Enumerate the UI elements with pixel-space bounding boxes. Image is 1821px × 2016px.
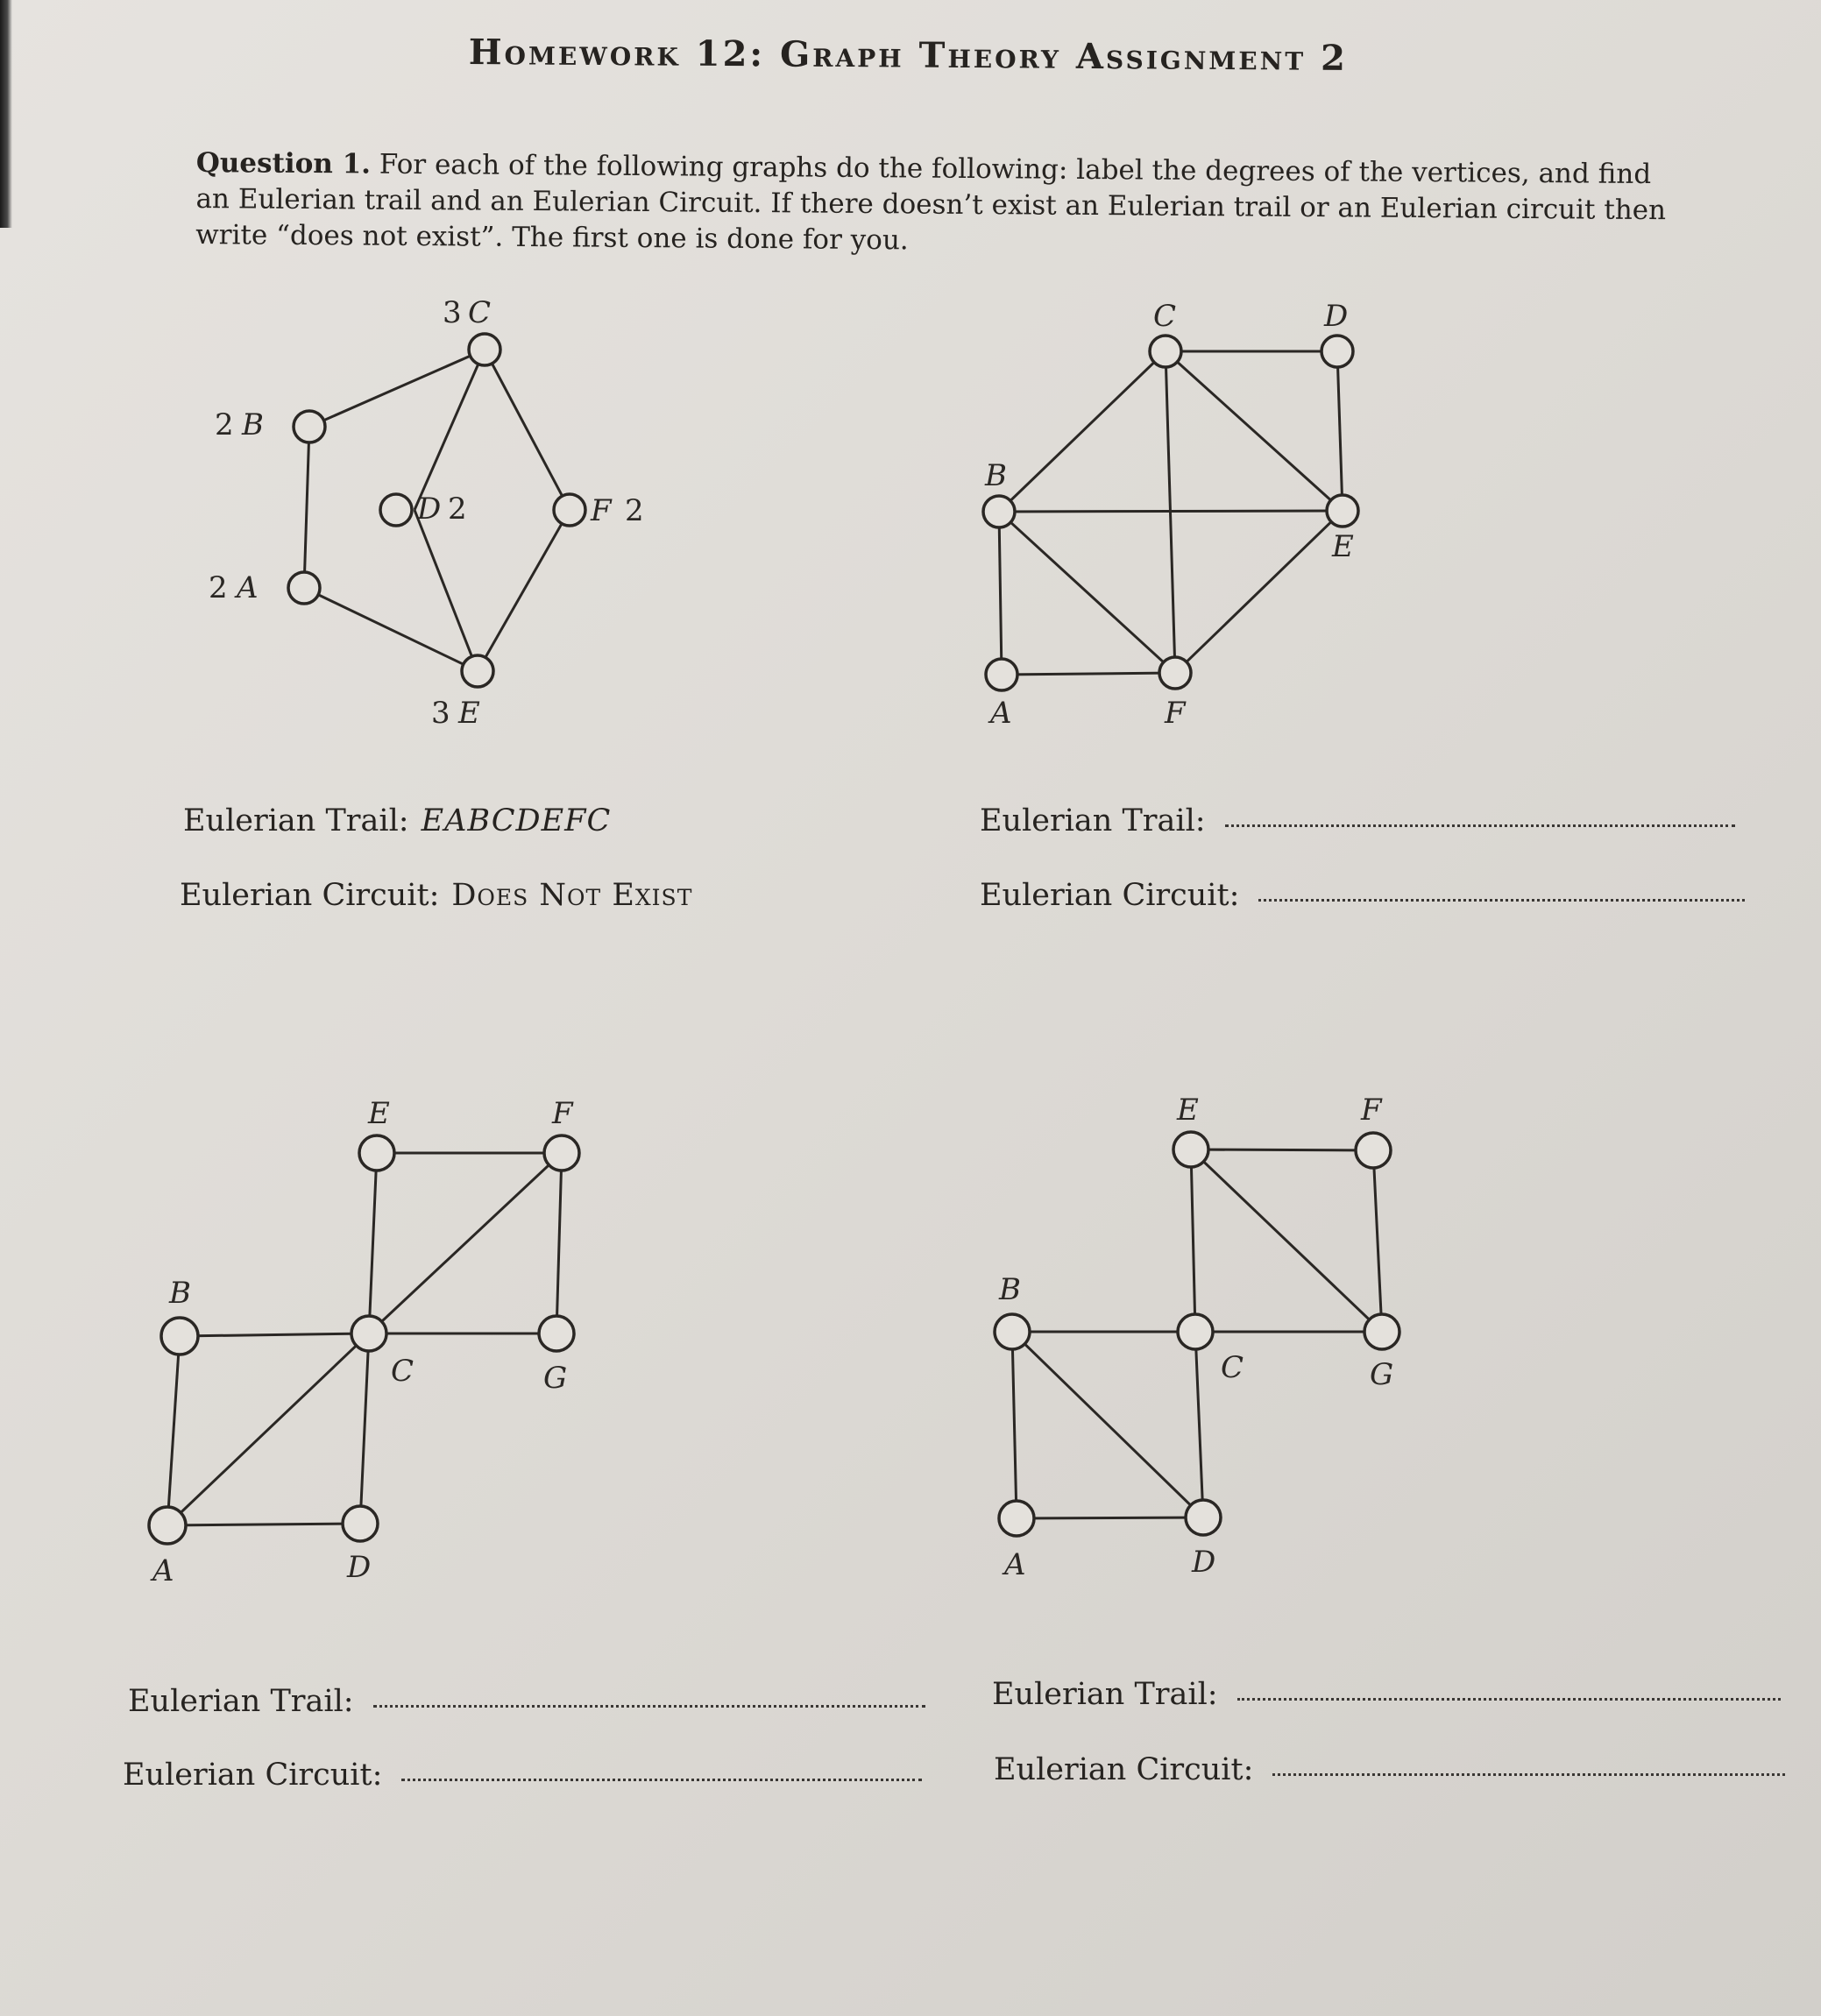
question-label: Question 1. [195, 146, 372, 180]
vertex-e [1173, 1132, 1208, 1167]
edge-a-d [167, 1524, 360, 1525]
label-d: D [347, 1550, 372, 1585]
graph-3 [0, 1051, 789, 1665]
edge-f-g [556, 1153, 562, 1333]
vertex-c [1150, 336, 1181, 367]
edge-f-c [369, 1153, 562, 1333]
question-text: For each of the following graphs do the following: label the degrees of the vertices, and find an Eulerian trail and an Eulerian Circuit. If there doesn’t exist an Eulerian trail or an Eulerian circuit then write “does not exist”. The first one is done for you. [195, 148, 1667, 257]
graph2-circuit [980, 878, 1745, 913]
label-b: B [169, 1276, 191, 1311]
vertex-b [995, 1314, 1030, 1349]
trail-blank[interactable] [373, 1705, 925, 1708]
vertex-b [161, 1318, 198, 1355]
trail-label: Eulerian Trail: [128, 1684, 354, 1719]
label-c: C [1221, 1350, 1244, 1385]
vertex-a [149, 1507, 186, 1544]
label-b: B [242, 407, 264, 442]
label-f: F [552, 1096, 573, 1131]
vertex-e [359, 1135, 394, 1171]
vertex-a [999, 1501, 1034, 1536]
edge-e-g [1191, 1149, 1382, 1332]
graph4-trail [992, 1677, 1781, 1712]
edge-e-f [1175, 511, 1343, 673]
label-f: F [591, 493, 612, 528]
graph1-trail [183, 803, 611, 838]
label-f: F [1165, 696, 1186, 731]
vertex-c [351, 1316, 386, 1351]
edge-c-d [1195, 1332, 1203, 1517]
circuit-label: Eulerian Circuit: [180, 878, 440, 913]
page-title: Homework 12: Graph Theory Assignment 2 [468, 32, 1349, 80]
vertex-d [343, 1506, 378, 1541]
graph1-circuit [180, 878, 692, 913]
degree-a: 2 [209, 570, 228, 605]
vertex-e [1327, 495, 1358, 527]
trail-label: Eulerian Trail: [992, 1677, 1218, 1712]
edge-f-g [1373, 1150, 1382, 1332]
vertex-f [1159, 657, 1191, 689]
label-b: B [985, 458, 1007, 493]
vertex-d [1321, 336, 1353, 367]
edge-b-e [999, 511, 1343, 512]
degree-b: 2 [215, 407, 234, 442]
vertex-g [539, 1316, 574, 1351]
label-a: A [152, 1553, 174, 1588]
label-a: A [990, 696, 1012, 731]
edge-b-a [167, 1336, 180, 1525]
vertex-g [1364, 1314, 1399, 1349]
edge-b-a [1012, 1332, 1017, 1518]
circuit-label: Eulerian Circuit: [994, 1752, 1254, 1787]
vertex-c [1178, 1314, 1213, 1349]
edge-b-a [999, 512, 1002, 675]
edge-b-f [999, 512, 1175, 673]
label-g: G [1370, 1357, 1394, 1392]
edge-a-f [1002, 673, 1175, 675]
edge-e-c [369, 1153, 377, 1333]
label-e: E [368, 1096, 390, 1131]
circuit-blank[interactable] [1272, 1773, 1785, 1776]
edge-e-c [1191, 1149, 1195, 1332]
label-c: C [391, 1354, 415, 1389]
degree-c: 3 [443, 295, 462, 330]
vertex-f [1356, 1133, 1391, 1168]
label-d: D [1192, 1545, 1216, 1580]
label-d: D [417, 492, 442, 527]
graph-4 [876, 1051, 1665, 1665]
label-b: B [999, 1272, 1021, 1307]
edge-c-e [1166, 351, 1343, 511]
circuit-label: Eulerian Circuit: [123, 1758, 383, 1793]
circuit-label: Eulerian Circuit: [980, 878, 1240, 913]
graph-2 [0, 0, 1490, 753]
label-e: E [458, 696, 480, 731]
edge-b-c [180, 1333, 369, 1336]
edge-d-e [1337, 351, 1343, 511]
degree-d: 2 [448, 492, 467, 527]
edge-c-d [360, 1333, 369, 1524]
trail-value: EABCDEFC [421, 803, 612, 838]
degree-f: 2 [625, 493, 644, 528]
label-a: A [1004, 1547, 1026, 1582]
trail-label: Eulerian Trail: [183, 803, 409, 838]
label-a: A [237, 570, 259, 605]
circuit-blank[interactable] [401, 1779, 922, 1781]
label-g: G [543, 1361, 568, 1396]
vertex-b [983, 496, 1015, 527]
vertex-d [1186, 1500, 1221, 1535]
edge-a-d [1017, 1517, 1203, 1518]
label-e: E [1332, 529, 1354, 564]
trail-blank[interactable] [1225, 824, 1735, 827]
edge-c-a [167, 1333, 369, 1525]
label-c: C [1153, 299, 1177, 334]
label-f: F [1361, 1093, 1382, 1128]
label-e: E [1177, 1093, 1199, 1128]
trail-blank[interactable] [1237, 1698, 1781, 1701]
graph3-circuit [123, 1758, 922, 1793]
edge-c-b [999, 351, 1166, 512]
edge-b-d [1012, 1332, 1203, 1517]
circuit-blank[interactable] [1258, 899, 1745, 902]
label-c: C [468, 295, 492, 330]
label-d: D [1324, 299, 1349, 334]
trail-label: Eulerian Trail: [980, 803, 1206, 838]
edge-e-f [1191, 1149, 1373, 1150]
graph4-circuit [994, 1752, 1785, 1787]
vertex-a [986, 659, 1017, 690]
degree-e: 3 [431, 696, 450, 731]
circuit-value: Does Not Exist [451, 878, 693, 913]
graph3-trail [128, 1684, 925, 1719]
vertex-f [544, 1135, 579, 1171]
graph2-trail [980, 803, 1735, 838]
